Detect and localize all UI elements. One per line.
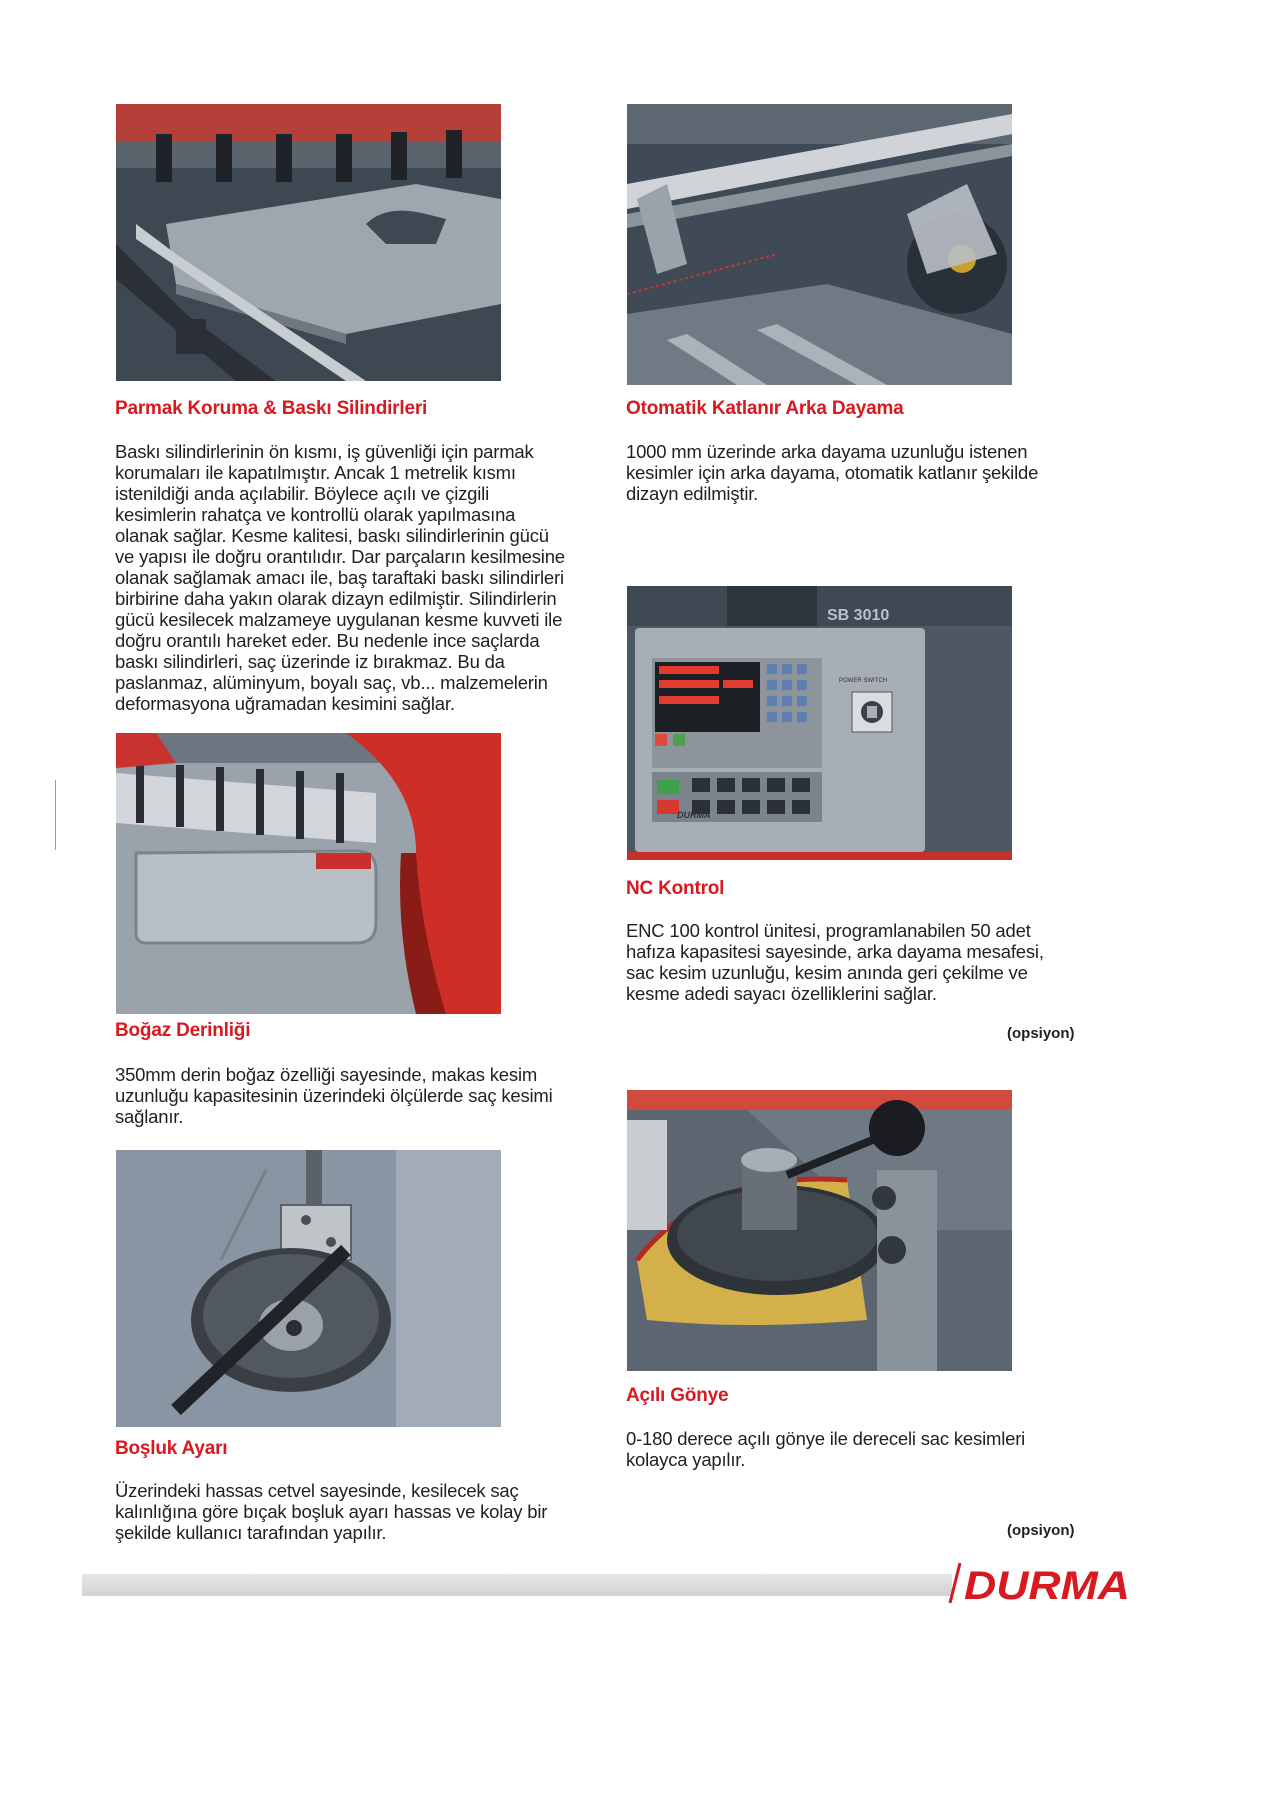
text-line: istenildiği anda açılabilir. Böylece açılı ve çizgili — [115, 483, 489, 504]
text-line: gücü kesilecek malzameye uygulanan kesme kuvveti ile — [115, 609, 563, 630]
photo-throat-depth — [116, 733, 501, 1014]
text-line: Baskı silindirlerinin ön kısmı, iş güvenliği için parmak — [115, 441, 534, 462]
text-line: olanak sağlamak amacı ile, baş taraftaki baskı silindirleri — [115, 567, 564, 588]
footer-brand: DURMA — [964, 1564, 1130, 1605]
section-title-throat-depth: Boğaz Derinliği — [115, 1020, 251, 1041]
text-line: Üzerindeki hassas cetvel sayesinde, kesilecek saç — [115, 1480, 519, 1501]
crop-mark — [55, 780, 56, 850]
text-line: kolayca yapılır. — [626, 1449, 746, 1470]
section-body-throat-depth — [115, 1064, 553, 1127]
text-line: uzunluğu kapasitesinin üzerindeki ölçülerde saç kesimi — [115, 1085, 553, 1106]
text-line: sağlanır. — [115, 1106, 184, 1127]
text-line: şekilde kullanıcı tarafından yapılır. — [115, 1522, 387, 1543]
text-line: ve yapısı ile doğru orantılıdır. Dar parçaların kesilmesine — [115, 546, 565, 567]
section-title-clearance: Boşluk Ayarı — [115, 1438, 228, 1459]
section-title-nc-control: NC Kontrol — [626, 878, 725, 899]
text-line: 0-180 derece açılı gönye ile dereceli sac kesimleri — [626, 1428, 1026, 1449]
section-body-back-gauge — [626, 441, 1038, 504]
text-line: birbirine daha yakın olarak dizayn edilmiştir. Silindirlerin — [115, 588, 557, 609]
text-line: baskı silindirleri, saç üzerinde iz bırakmaz. Bu da — [115, 651, 505, 672]
text-line: kalınlığına göre bıçak boşluk ayarı hassas ve kolay bir — [115, 1501, 548, 1522]
section-body-finger-guard — [115, 441, 565, 714]
photo-clearance-adjustment — [116, 1150, 501, 1427]
text-line: kesimlerin rahatça ve kontrollü olarak yapılmasına — [115, 504, 516, 525]
text-line: dizayn edilmiştir. — [626, 483, 759, 504]
text-line: hafıza kapasitesi sayesinde, arka dayama mesafesi, — [626, 941, 1044, 962]
photo-finger-guard — [116, 104, 501, 381]
photo-nc-control — [627, 586, 1012, 860]
photo-angle-gauge — [627, 1090, 1012, 1371]
text-line: 350mm derin boğaz özelliği sayesinde, makas kesim — [115, 1064, 538, 1085]
panel-brand-label: DURMA — [677, 810, 711, 820]
text-line: kesme adedi sayacı özelliklerini sağlar. — [626, 983, 937, 1004]
text-line: 1000 mm üzerinde arka dayama uzunluğu istenen — [626, 441, 1028, 462]
text-line: doğru orantılı hareket eder. Bu nedenle ince saçlarda — [115, 630, 540, 651]
section-title-back-gauge: Otomatik Katlanır Arka Dayama — [626, 398, 904, 419]
power-switch-label: POWER SWITCH — [839, 678, 887, 684]
section-title-finger-guard: Parmak Koruma & Baskı Silindirleri — [115, 398, 428, 419]
option-note-nc: (opsiyon) — [1007, 1025, 1075, 1042]
durma-logo — [946, 1561, 1136, 1605]
text-line: korumaları ile kapatılmıştır. Ancak 1 metrelik kısmı — [115, 462, 516, 483]
text-line: ENC 100 kontrol ünitesi, programlanabilen 50 adet — [626, 920, 1031, 941]
section-body-angle-gauge — [626, 1428, 1025, 1470]
option-note-angle: (opsiyon) — [1007, 1522, 1075, 1539]
section-body-nc-control — [626, 920, 1044, 1004]
text-line: olanak sağlar. Kesme kalitesi, baskı silindirlerinin gücü — [115, 525, 549, 546]
footer-bar — [82, 1574, 960, 1596]
machine-model-label: SB 3010 — [827, 607, 890, 624]
text-line: deformasyona uğramadan kesimini sağlar. — [115, 693, 455, 714]
text-line: kesimler için arka dayama, otomatik katlanır şekilde — [626, 462, 1039, 483]
photo-back-gauge — [627, 104, 1012, 385]
text-line: sac kesim uzunluğu, kesim anında geri çekilme ve — [626, 962, 1028, 983]
section-title-angle-gauge: Açılı Gönye — [626, 1385, 729, 1406]
text-line: paslanmaz, alüminyum, boyalı saç, vb... malzemelerin — [115, 672, 548, 693]
section-body-clearance — [115, 1480, 547, 1543]
